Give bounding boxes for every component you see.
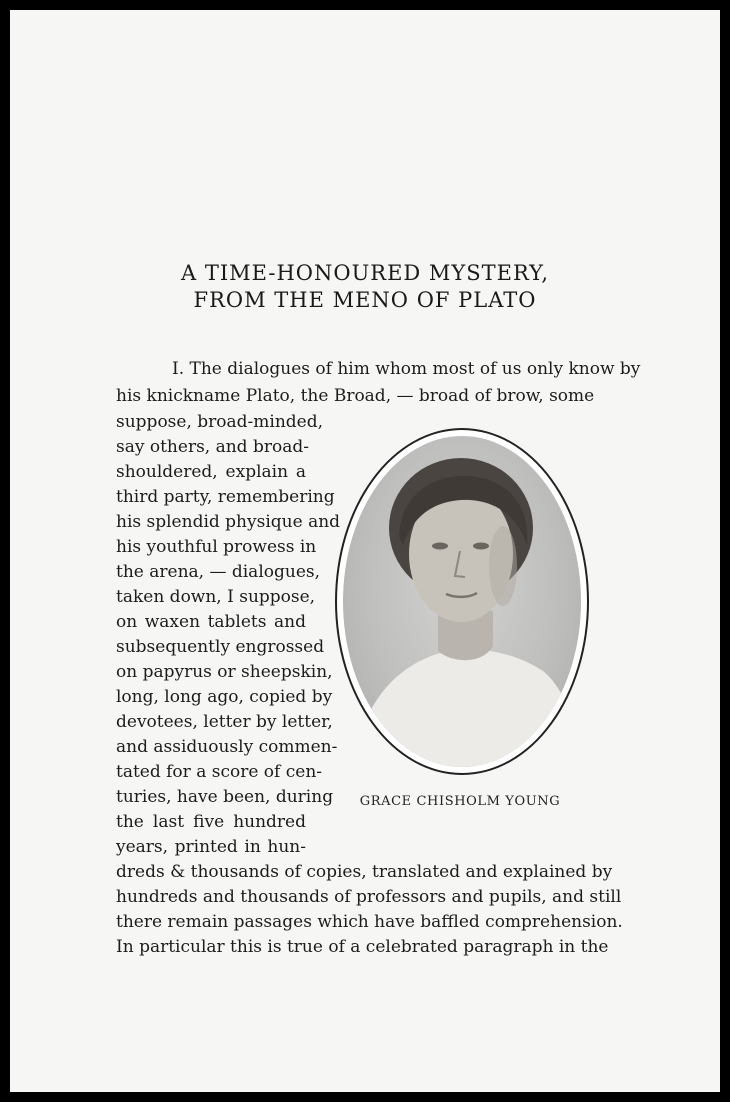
- text-line: suppose, broad-minded,: [116, 412, 324, 432]
- text-line: tated for a score of cen-: [116, 762, 323, 782]
- page-title: A TIME-HONOURED MYSTERY,: [180, 261, 550, 285]
- text-line: turies, have been, during: [116, 787, 334, 807]
- portrait-caption: GRACE CHISHOLM YOUNG: [359, 794, 561, 809]
- text-line: his youthful prowess in: [116, 537, 317, 557]
- text-line: on waxen tablets and: [116, 612, 306, 632]
- text-line: dreds & thousands of copies, translated and explained by: [116, 862, 613, 882]
- text-line: the last five hundred: [116, 812, 306, 832]
- text-line: subsequently engrossed: [116, 637, 325, 657]
- text-line: I. The dialogues of him whom most of us only know by: [172, 359, 641, 379]
- portrait-frame: [335, 428, 589, 775]
- text-line: long, long ago, copied by: [116, 687, 333, 707]
- text-line: devotees, letter by letter,: [116, 712, 333, 732]
- text-line: hundreds and thousands of professors and pupils, and still: [116, 887, 622, 907]
- page-subtitle: FROM THE MENO OF PLATO: [193, 288, 537, 312]
- portrait-photo: [343, 436, 581, 767]
- text-line: third party, remembering: [116, 487, 335, 507]
- text-line: say others, and broad-: [116, 437, 309, 457]
- text-line: on papyrus or sheepskin,: [116, 662, 333, 682]
- text-line: years, printed in hun-: [116, 837, 306, 857]
- text-line: taken down, I suppose,: [116, 587, 316, 607]
- text-line: his splendid physique and: [116, 512, 341, 532]
- text-line: there remain passages which have baffled comprehension.: [116, 912, 623, 932]
- text-line: his knickname Plato, the Broad, — broad of brow, some: [116, 386, 595, 406]
- text-line: In particular this is true of a celebrated paragraph in the: [116, 937, 609, 957]
- text-line: the arena, — dialogues,: [116, 562, 321, 582]
- text-line: shouldered, explain a: [116, 462, 306, 482]
- document-page: [10, 10, 720, 1092]
- text-line: and assiduously commen-: [116, 737, 338, 757]
